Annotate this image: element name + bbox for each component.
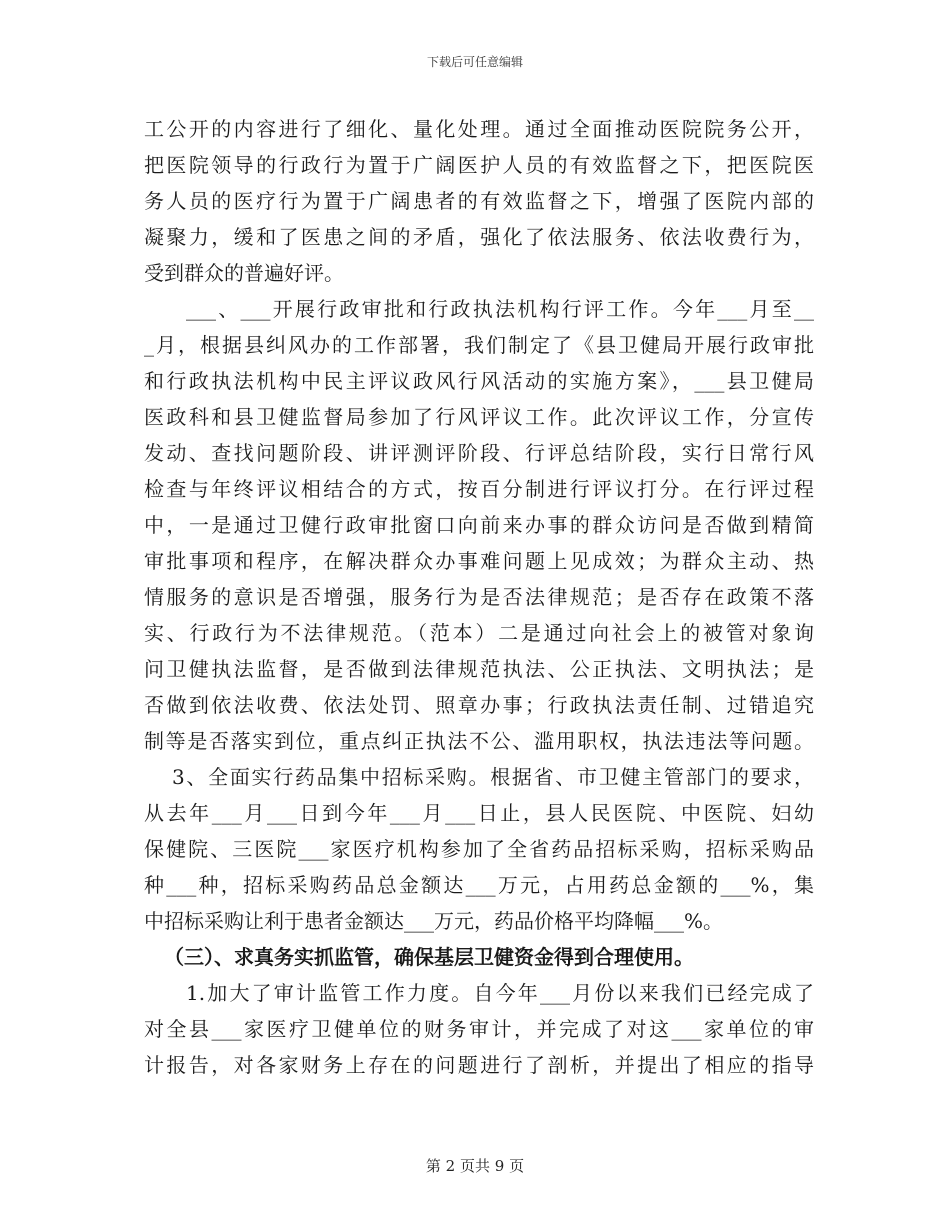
body-line: 种___种，招标采购药品总金额达___万元，占用药总金额的___%，集 [144, 873, 814, 897]
body-line: 检查与年终评议相结合的方式，按百分制进行评议打分。在行评过程 [144, 477, 814, 501]
body-line: 制等是否落实到位，重点纠正执法不公、滥用职权，执法违法等问题。 [144, 729, 814, 753]
page-number: 第 2 页共 9 页 [425, 1157, 525, 1175]
body-line: 3、全面实行药品集中招标采购。根据省、市卫健主管部门的要求， [172, 765, 814, 789]
body-line: ___、___开展行政审批和行政执法机构行评工作。今年___月至__ [186, 297, 814, 321]
body-line: 否做到依法收费、依法处罚、照章办事；行政执法责任制、过错追究 [144, 693, 814, 717]
body-line: _月，根据县纠风办的工作部署，我们制定了《县卫健局开展行政审批 [144, 333, 814, 357]
section-heading: （三）、求真务实抓监管，确保基层卫健资金得到合理使用。 [164, 945, 694, 969]
body-line: 1.加大了审计监管工作力度。自今年___月份以来我们已经完成了 [186, 981, 814, 1005]
body-line: 对全县___家医疗卫健单位的财务审计，并完成了对这___家单位的审 [144, 1017, 814, 1041]
body-line: 审批事项和程序，在解决群众办事难问题上见成效；为群众主动、热 [144, 549, 814, 573]
body-line: 保健院、三医院___家医疗机构参加了全省药品招标采购，招标采购品 [144, 837, 814, 861]
document-body [144, 111, 814, 1083]
body-line: 和行政执法机构中民主评议政风行风活动的实施方案》，___县卫健局 [144, 369, 814, 393]
body-line: 情服务的意识是否增强，服务行为是否法律规范；是否存在政策不落 [144, 585, 814, 609]
page-header-note: 下载后可任意编辑 [426, 55, 523, 69]
body-line: 工公开的内容进行了细化、量化处理。通过全面推动医院院务公开， [144, 117, 814, 141]
body-line: 发动、查找问题阶段、讲评测评阶段、行评总结阶段，实行日常行风 [144, 441, 814, 465]
body-line: 务人员的医疗行为置于广阔患者的有效监督之下，增强了医院内部的 [144, 189, 814, 213]
body-line: 从去年___月___日到今年___月___日止，县人民医院、中医院、妇幼 [144, 801, 814, 825]
body-line: 中，一是通过卫健行政审批窗口向前来办事的群众访问是否做到精简 [144, 513, 814, 537]
body-line: 计报告，对各家财务上存在的问题进行了剖析，并提出了相应的指导 [144, 1053, 814, 1077]
body-line: 中招标采购让利于患者金额达___万元，药品价格平均降幅___%。 [144, 909, 724, 933]
body-line: 实、行政行为不法律规范。（范本）二是通过向社会上的被管对象询 [144, 621, 814, 645]
body-line: 问卫健执法监督，是否做到法律规范执法、公正执法、文明执法；是 [144, 657, 814, 681]
body-line: 把医院领导的行政行为置于广阔医护人员的有效监督之下，把医院医 [144, 153, 814, 177]
body-line: 医政科和县卫健监督局参加了行风评议工作。此次评议工作，分宣传 [144, 405, 814, 429]
body-line: 受到群众的普遍好评。 [144, 261, 344, 285]
body-line: 凝聚力，缓和了医患之间的矛盾，强化了依法服务、依法收费行为， [144, 225, 814, 249]
